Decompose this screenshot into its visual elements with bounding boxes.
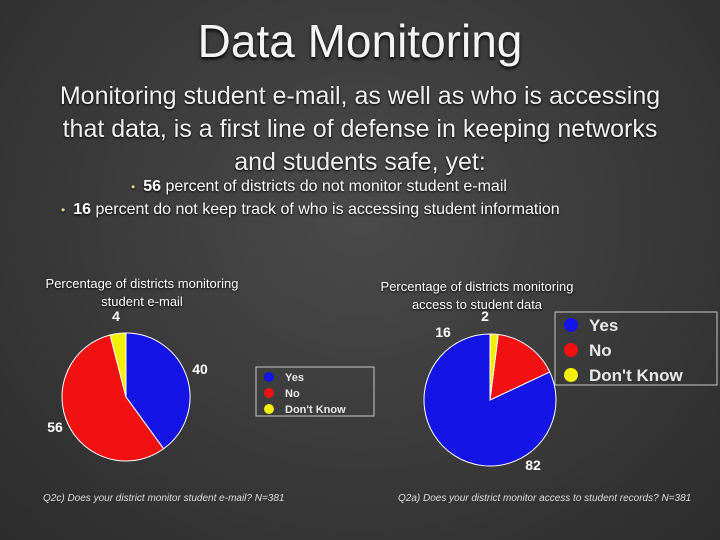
legend-marker-dont_know [564, 368, 578, 382]
legend-marker-dont_know [264, 404, 274, 414]
legend-label: No [285, 387, 300, 400]
bullet-text: percent of districts do not monitor student e-mail [161, 178, 507, 195]
intro-text: Monitoring student e-mail, as well as who is accessing that data, is a first line of defense in keeping networks and students safe, yet: [59, 82, 661, 176]
legend-marker-yes [264, 372, 274, 382]
data-label: 4 [112, 308, 120, 324]
legend-marker-no [564, 343, 578, 357]
data-label: 82 [525, 457, 541, 473]
chart-title-line: access to student data [411, 297, 543, 312]
bullet-text: percent do not keep track of who is accessing student information [91, 201, 560, 218]
legend-marker-no [264, 388, 274, 398]
data-label: 40 [192, 361, 208, 377]
legend-label: No [589, 341, 612, 361]
chart-title-line: Percentage of districts monitoring [380, 279, 574, 294]
bullet-icon: • [131, 180, 136, 194]
footnote-email: Q2c) Does your district monitor student e-mail? N=381 [43, 493, 285, 504]
legend-label: Yes [285, 371, 304, 384]
data-label: 56 [47, 419, 63, 435]
legend-label: Don't Know [589, 366, 683, 386]
data-label: 2 [481, 308, 489, 324]
legend-label: Yes [589, 316, 619, 336]
bullet-icon: • [61, 203, 66, 217]
footnote-access: Q2a) Does your district monitor access to student records? N=381 [398, 493, 692, 504]
chart-title-line: Percentage of districts monitoring [45, 276, 239, 291]
slide-title: Data Monitoring [197, 15, 523, 67]
legend-marker-yes [564, 318, 578, 332]
chart-title-line: student e-mail [101, 294, 183, 309]
legend-label: Don't Know [285, 403, 346, 416]
bullet-number: 16 [73, 201, 91, 218]
data-label: 16 [435, 324, 451, 340]
bullet-number: 56 [143, 178, 161, 195]
